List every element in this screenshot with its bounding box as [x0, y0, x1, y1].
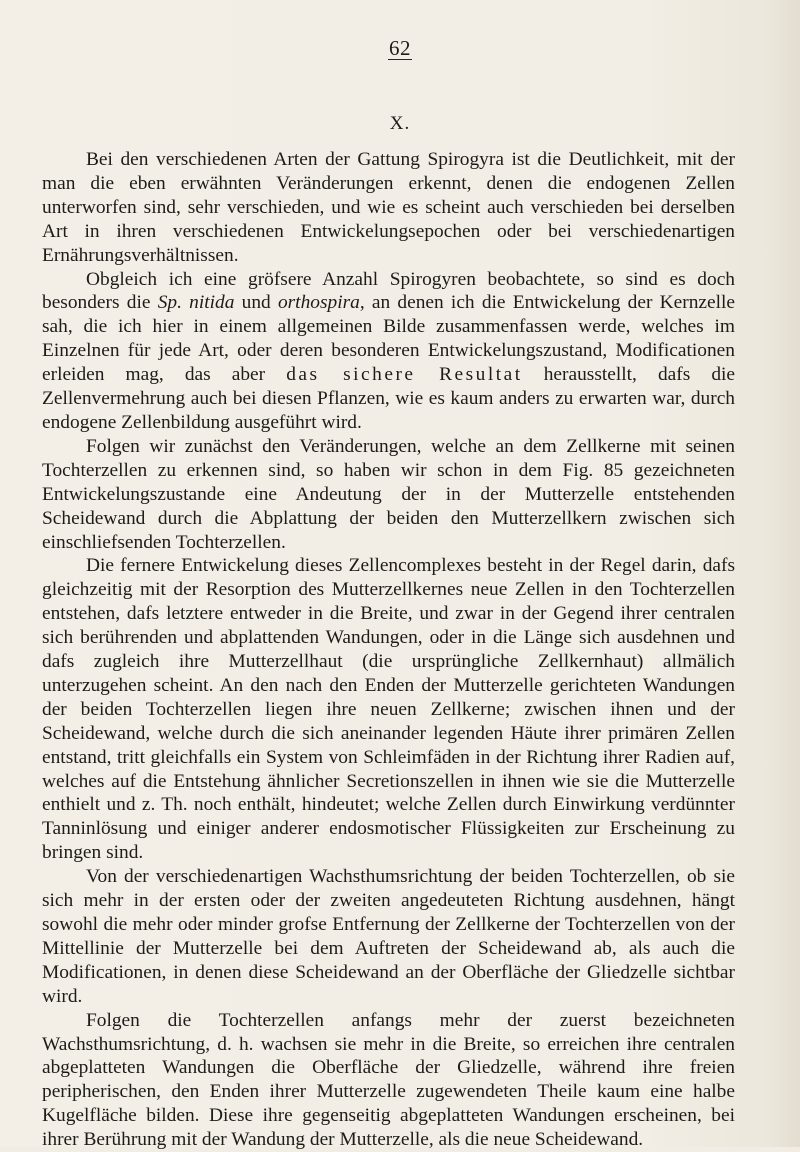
paragraph-1: Bei den verschiedenen Arten der Gattung Spirogyra ist die Deutlichkeit, mit der man die eben erwähnten Veränderungen erkennt, denen die endogenen Zellen unterworfen sind, sehr verschieden, und wie es scheint auch verschieden bei derselben Art in ihren verschiedenen Entwickelungsepochen oder bei verschiedenartigen Ernährungsverhältnissen. [42, 149, 735, 266]
page-number [0, 36, 800, 61]
paragraph-2-part-2: und [234, 292, 278, 314]
species-name-orthospira: orthospira [277, 292, 360, 314]
paragraph-2-part-1: Obgleich ich eine gröfsere Anzahl Spirogyren beobachtete, so sind es doch besonders die [42, 268, 735, 314]
paragraph-5: Von der verschiedenartigen Wachsthumsrichtung der beiden Tochterzellen, ob sie sich mehr in der ersten oder der zweiten angedeuteten Richtung ausdehnen, hängt sowohl die mehr oder minder grofse Entfernung der Zellkerne der Tochterzellen von der Mittellinie der Mutterzelle bei dem Auftreten der Scheidewand ab, als auch die Modificationen, in denen diese Scheidewand an der Oberfläche der Gliedzelle sichtbar wird. [42, 866, 735, 1007]
paragraph-2 [42, 268, 735, 435]
paragraph-4: Die fernere Entwickelung dieses Zellencomplexes besteht in der Regel darin, dafs gleichzeitig mit der Resorption des Mutterzellkernes neue Zellen in den Tochterzellen entstehen, dafs letztere entweder in die Breite, und zwar in der Gegend ihrer centralen sich berührenden und abplattenden Wandungen, oder in die Länge sich ausdehnen und dafs zugleich ihre Mutterzellhaut (die ursprüngliche Zellkernhaut) allmälich unterzugehen scheint. An den nach den Enden der Mutterzelle gerichteten Wandungen der beiden Tochterzellen liegen ihre neuen Zellkerne; zwischen ihnen und der Scheidewand, welche durch die sich aneinander legenden Häute ihrer primären Zellen entstand, tritt gleichfalls ein System von Schleimfäden in der Richtung ihrer Radien auf, welches auf die Entstehung ähnlicher Secretionszellen in ihnen wie sie die Mutterzelle enthielt und z. Th. noch enthält, hindeutet; welche Zellen durch Einwirkung verdünnter Tanninlösung und einiger anderer endosmotischer Flüssigkeiten zur Erscheinung zu bringen sind. [42, 555, 735, 864]
paragraph-2-part-4: herausstellt, dafs die Zellenvermehrung auch bei diesen Pflanzen, wie es kaum anders zu erwarten war, durch endogene Zellenbildung ausgeführt wird. [42, 364, 736, 433]
section-heading: X. [389, 113, 411, 134]
emphasized-phrase: das sichere Resultat [286, 364, 523, 386]
paragraph-6: Folgen die Tochterzellen anfangs mehr der zuerst bezeichneten Wachsthumsrichtung, d. h. wachsen sie mehr in die Breite, so erreichen ihre centralen abgeplatteten Wandungen die Oberfläche der Gliedzelle, während ihre freien peripherischen, den Enden ihrer Mutterzelle zugewendeten Theile kaum eine halbe Kugelfläche bilden. Diese ihre gegenseitig abgeplatteten Wandungen erscheinen, bei ihrer Berührung mit der Wandung der Mutterzelle, als die neue Scheidewand. [42, 1009, 735, 1151]
page-number-text: 62 [389, 36, 411, 60]
species-name-nitida: Sp. nitida [157, 292, 235, 314]
body-text [42, 148, 735, 1152]
paragraph-3: Folgen wir zunächst den Veränderungen, welche an dem Zellkerne mit seinen Tochterzellen zu erkennen sind, so haben wir schon in dem Fig. 85 gezeichneten Entwickelungszustande eine Andeutung der in der Mutterzelle entstehenden Scheidewand durch die Abplattung der beiden den Mutterzellkern zwischen sich einschliefsenden Tochterzellen. [42, 435, 735, 553]
paragraph-2-part-3: , an denen ich die Entwickelung der Kernzelle sah, die ich hier in einem allgemeinen Bilde zusammenfassen werde, welches im Einzelnen für jede Art, oder deren besonderen Entwickelungszustand, Modificationen erleiden mag, das aber [42, 292, 736, 386]
